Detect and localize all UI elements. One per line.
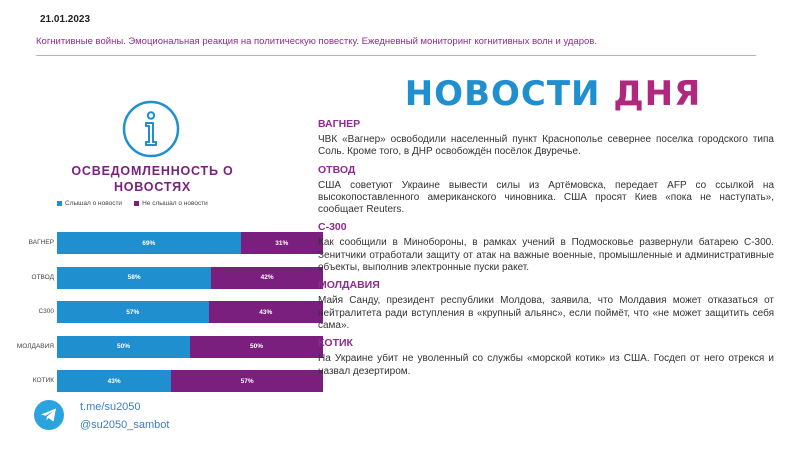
bar-segment-heard: 43% [57, 370, 171, 392]
news-item-otvod [318, 164, 774, 217]
bar-segment-not-heard: 31% [241, 232, 323, 254]
news-item-kotik [318, 337, 774, 378]
news-item-s300 [318, 221, 774, 274]
news-list [318, 118, 774, 383]
page-subtitle: Когнитивные войны. Эмоциональная реакция на политическую повестку. Ежедневный мониторинг когнитивных волн и ударов. [36, 36, 597, 47]
news-text: США советуют Украине вывести силы из Артёмовска, передает AFP со ссылкой на высокопоставленного американского чиновника. США просят Киев «пока не наступать», сообщает Reuters. [318, 179, 774, 216]
bar-segment-heard: 58% [57, 267, 211, 289]
news-heading: С-300 [318, 221, 347, 234]
news-item-wagner [318, 118, 774, 159]
bar-segment-heard: 50% [57, 336, 190, 358]
bar-segment-not-heard: 50% [190, 336, 323, 358]
bar-row [57, 232, 323, 254]
legend-item-not-heard: Не слышал о новости [134, 200, 208, 207]
bar-category-label: ВАГНЕР [28, 239, 54, 246]
bar-category-label: МОЛДАВИЯ [16, 342, 54, 350]
awareness-chart [0, 0, 330, 400]
news-heading: ОТВОД [318, 163, 356, 176]
bar-segment-not-heard: 42% [211, 267, 323, 289]
legend-item-heard: Слышал о новости [57, 200, 122, 207]
news-heading: МОЛДАВИЯ [318, 279, 380, 292]
bar-segment-heard: 69% [57, 232, 241, 254]
news-heading: КОТИК [318, 337, 353, 350]
telegram-bot[interactable]: @su2050_sambot [80, 419, 170, 431]
bar-row [57, 370, 323, 392]
bar-segment-heard: 57% [57, 301, 209, 323]
bar-category-label: ОТВОД [31, 273, 54, 281]
news-title [318, 74, 788, 114]
news-text: Майя Санду, президент республики Молдова, заявила, что Молдавия может отказаться от нейтралитета ради вступления в «крупный альянс», если поймёт, что «не может защитить себя сама». [318, 295, 774, 331]
bar-segment-not-heard: 57% [171, 370, 323, 392]
news-title-word-1: НОВОСТИ [404, 74, 601, 114]
bar-row [57, 336, 323, 358]
news-title-word-2: ДНЯ [613, 74, 702, 114]
telegram-icon[interactable] [34, 400, 64, 430]
news-item-moldova [318, 279, 774, 332]
news-text: На Украине убит не уволенный со службы «морской котик» из США. Госдеп от него отрекся и назвал дезертиром. [318, 353, 774, 377]
awareness-title: ОСВЕДОМЛЕННОСТЬ О НОВОСТЯХ [71, 164, 234, 194]
bar-category-label: С300 [38, 308, 54, 315]
news-text: Как сообщили в Минобороны, в рамках учений в Подмосковье развернули батарею С-300. Зенитчики отработали защиту от атак на важные военные, промышленные и административные объекты, выполнив электронные пуски ракет. [318, 237, 774, 274]
bar-segment-not-heard: 43% [209, 301, 323, 323]
bar-row [57, 301, 323, 323]
bar-row [57, 267, 323, 289]
telegram-link[interactable]: t.me/su2050 [80, 401, 141, 413]
news-heading: ВАГНЕР [318, 118, 361, 130]
bar-category-label: КОТИК [32, 377, 54, 384]
date: 21.01.2023 [40, 14, 91, 25]
news-text: ЧВК «Вагнер» освободили населенный пункт Краснополье севернее поселка городского типа Соль. Кроме того, в ДНР освобождён посёлок Двуречье. [318, 134, 774, 158]
